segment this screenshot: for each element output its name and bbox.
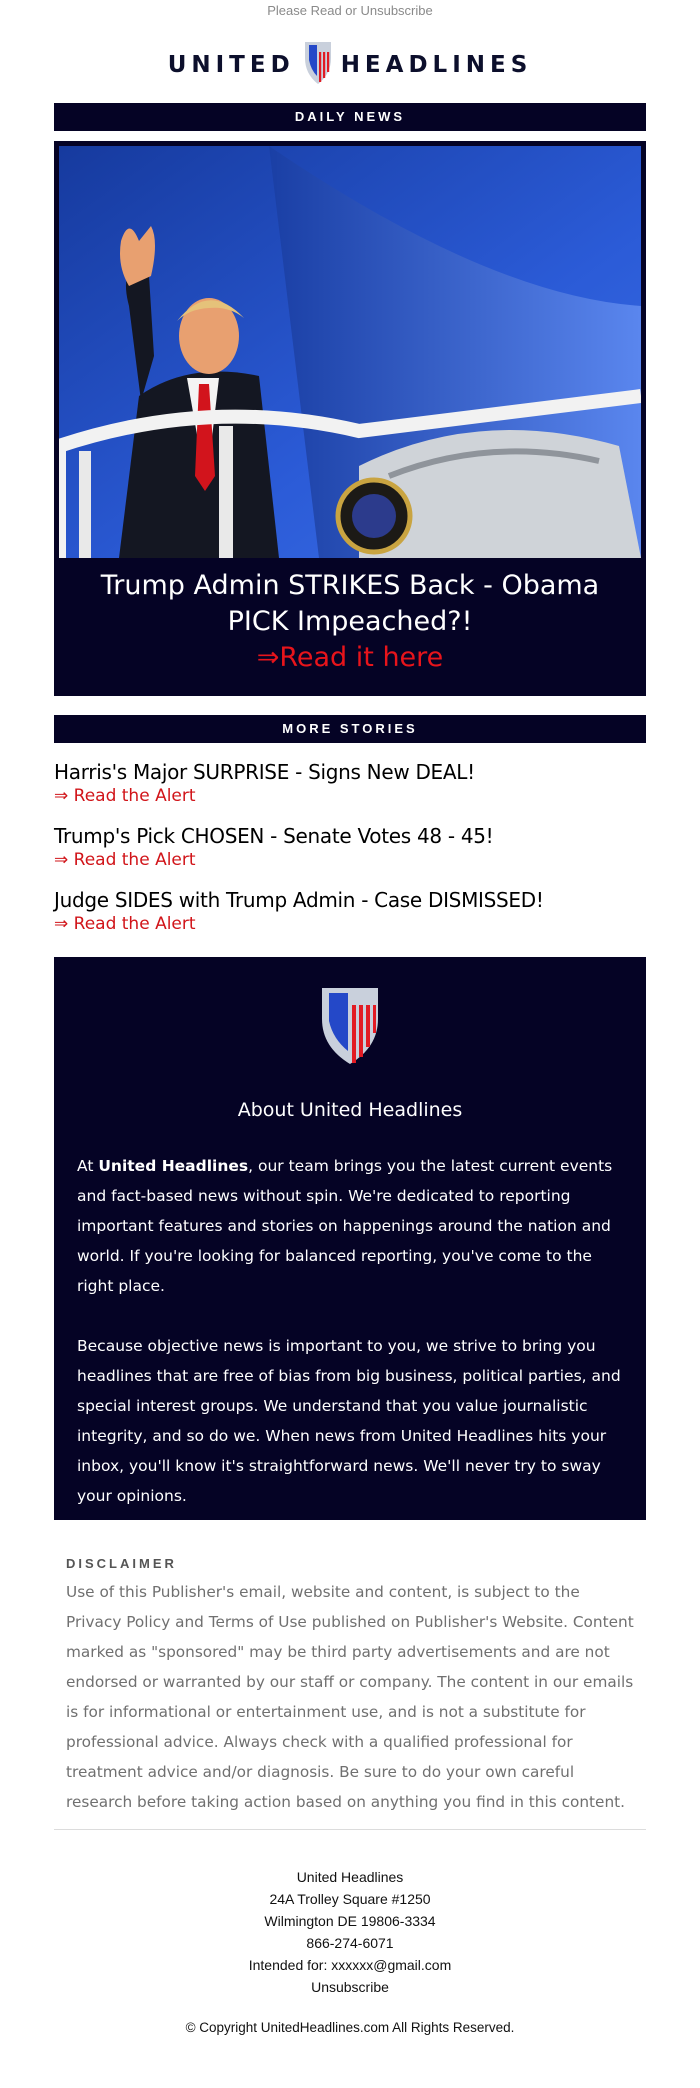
story-read-link[interactable]: ⇒ Read the Alert [54,786,196,806]
about-rest: , our team brings you the latest current events and fact-based news without spin. We're dedicated to reporting important features and stories on happenings around the nation and world. If you're looking for balanced reporting, you've come to the right place. [77,1157,613,1295]
hero-headline[interactable]: Trump Admin STRIKES Back - Obama PICK Impeached?! [100,570,600,637]
disclaimer [54,1556,646,1817]
shield-logo-icon [303,40,333,91]
brand-logo[interactable] [54,35,646,95]
disclaimer-heading: DISCLAIMER [66,1556,177,1571]
email-container [54,35,646,2035]
story-headline[interactable]: Harris's Major SURPRISE - Signs New DEAL! [54,760,475,784]
section-bar-daily-news: DAILY NEWS [54,103,646,131]
hero-read-link[interactable]: ⇒Read it here [256,642,444,673]
brand-word-left: UNITED [167,52,295,78]
footer-address-line-2: Wilmington DE 19806-3334 [264,1913,436,1929]
section-bar-more-stories: MORE STORIES [54,715,646,743]
story-read-link[interactable]: ⇒ Read the Alert [54,850,196,870]
story-item [54,887,646,935]
preheader[interactable]: Please Read or Unsubscribe [267,3,433,18]
about-lead: At [77,1157,99,1175]
about-paragraph [77,1151,623,1301]
about-brand-bold: United Headlines [98,1157,249,1175]
story-read-link[interactable]: ⇒ Read the Alert [54,914,196,934]
brand-word-right: HEADLINES [340,52,533,78]
unsubscribe-link[interactable]: Unsubscribe [311,1979,389,1995]
footer [54,1866,646,1998]
disclaimer-body: Use of this Publisher's email, website and content, is subject to the Privacy Policy and Terms of Use published on Publisher's Website. Content marked as "sponsored" may be third party advertisements and are not endorsed or warranted by our staff or company. The content in our emails is for informational or entertainment use, and is not a substitute for professional advice. Always check with a qualified professional for treatment advice and/or diagnosis. Be sure to do your own careful research before taking action based on anything you find in this content. [66,1583,634,1811]
photo-president-waving-icon[interactable] [59,146,641,558]
footer-phone: 866-274-6071 [306,1935,394,1951]
footer-company: United Headlines [296,1869,404,1885]
story-headline[interactable]: Trump's Pick CHOSEN - Senate Votes 48 - 45! [54,824,494,848]
hero-story[interactable] [54,141,646,696]
footer-address-line-1: 24A Trolley Square #1250 [269,1891,431,1907]
about-paragraph-2: Because objective news is important to you, we strive to bring you headlines that are free of bias from big business, political parties, and special interest groups. We understand that you value journalistic integrity, and so do we. When news from United Headlines hits your inbox, you'll know it's straightforward news. We'll never try to sway your opinions. [77,1337,621,1505]
divider [54,1829,646,1830]
about-section [54,957,646,1520]
shield-logo-icon [319,985,381,1067]
story-headline[interactable]: Judge SIDES with Trump Admin - Case DISMISSED! [54,888,544,912]
footer-intended-for: Intended for: xxxxxx@gmail.com [248,1957,452,1973]
copyright: © Copyright UnitedHeadlines.com All Rights Reserved. [185,2020,515,2035]
about-title: About United Headlines [237,1099,463,1121]
story-item [54,823,646,871]
story-item [54,759,646,807]
